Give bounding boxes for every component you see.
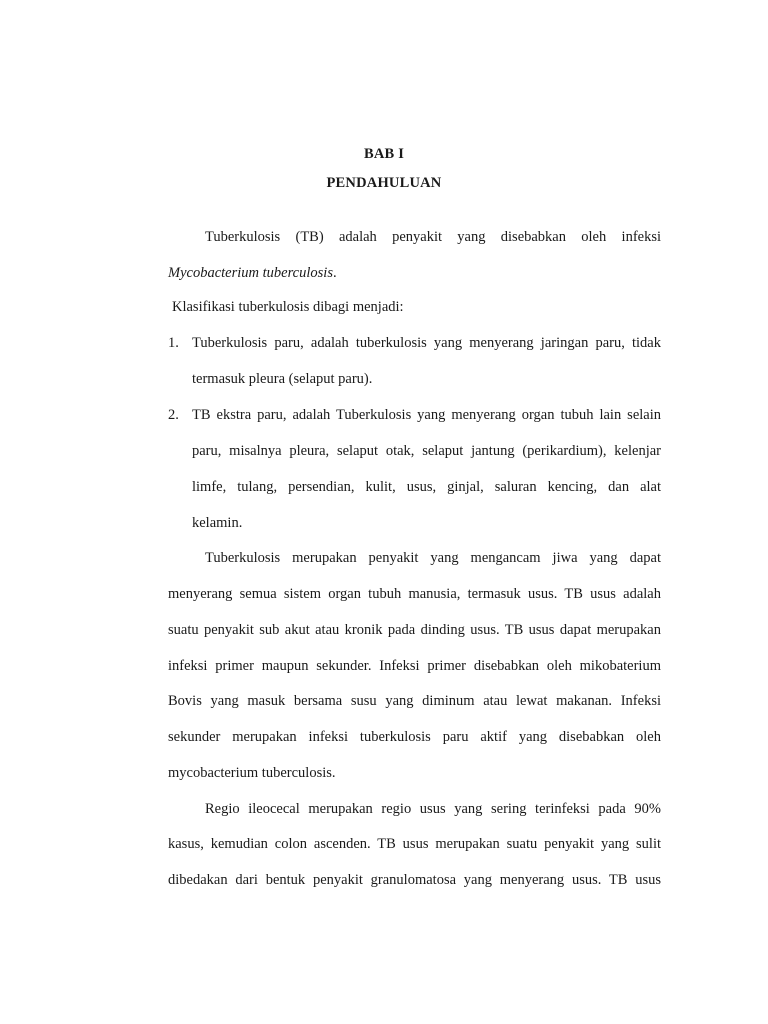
paragraph-2-line-1: Tuberkulosis merupakan penyakit yang mengancam jiwa yang dapat	[205, 550, 661, 566]
paragraph-2-line-5: Bovis yang masuk bersama susu yang diminum atau lewat makanan. Infeksi	[168, 693, 661, 709]
paragraph-2-line-7: mycobacterium tuberculosis.	[168, 765, 336, 781]
list-number-1: 1.	[168, 335, 179, 351]
list-item-2-line-3: limfe, tulang, persendian, kulit, usus, ginjal, saluran kencing, dan alat	[192, 479, 661, 495]
intro-line-2-end: .	[332, 265, 337, 281]
paragraph-2-line-3: suatu penyakit sub akut atau kronik pada dinding usus. TB usus dapat merupakan	[168, 622, 661, 638]
list-item-1-line-2: termasuk pleura (selaput paru).	[192, 371, 373, 387]
paragraph-3-line-3: dibedakan dari bentuk penyakit granulomatosa yang menyerang usus. TB usus	[168, 872, 661, 888]
intro-italic-term: Mycobacterium tuberculosis	[168, 265, 333, 281]
intro-line-2	[168, 264, 661, 282]
paragraph-2-line-6: sekunder merupakan infeksi tuberkulosis paru aktif yang disebabkan oleh	[168, 729, 661, 745]
list-item-1-line-1: Tuberkulosis paru, adalah tuberkulosis yang menyerang jaringan paru, tidak	[192, 335, 661, 351]
classification-lead: Klasifikasi tuberkulosis dibagi menjadi:	[172, 299, 404, 315]
intro-line-1: Tuberkulosis (TB) adalah penyakit yang disebabkan oleh infeksi	[205, 229, 661, 245]
list-item-2-line-2: paru, misalnya pleura, selaput otak, selaput jantung (perikardium), kelenjar	[192, 443, 661, 459]
chapter-heading: BAB I	[363, 146, 405, 162]
list-item-2-line-4: kelamin.	[192, 515, 243, 531]
paragraph-3-line-1: Regio ileocecal merupakan regio usus yang sering terinfeksi pada 90%	[205, 801, 661, 817]
paragraph-3-line-2: kasus, kemudian colon ascenden. TB usus merupakan suatu penyakit yang sulit	[168, 836, 661, 852]
paragraph-2-line-4: infeksi primer maupun sekunder. Infeksi primer disebabkan oleh mikobaterium	[168, 658, 661, 674]
chapter-title: PENDAHULUAN	[326, 175, 442, 191]
list-item-2-line-1: TB ekstra paru, adalah Tuberkulosis yang menyerang organ tubuh lain selain	[192, 407, 661, 423]
list-number-2: 2.	[168, 407, 179, 423]
paragraph-2-line-2: menyerang semua sistem organ tubuh manusia, termasuk usus. TB usus adalah	[168, 586, 661, 602]
